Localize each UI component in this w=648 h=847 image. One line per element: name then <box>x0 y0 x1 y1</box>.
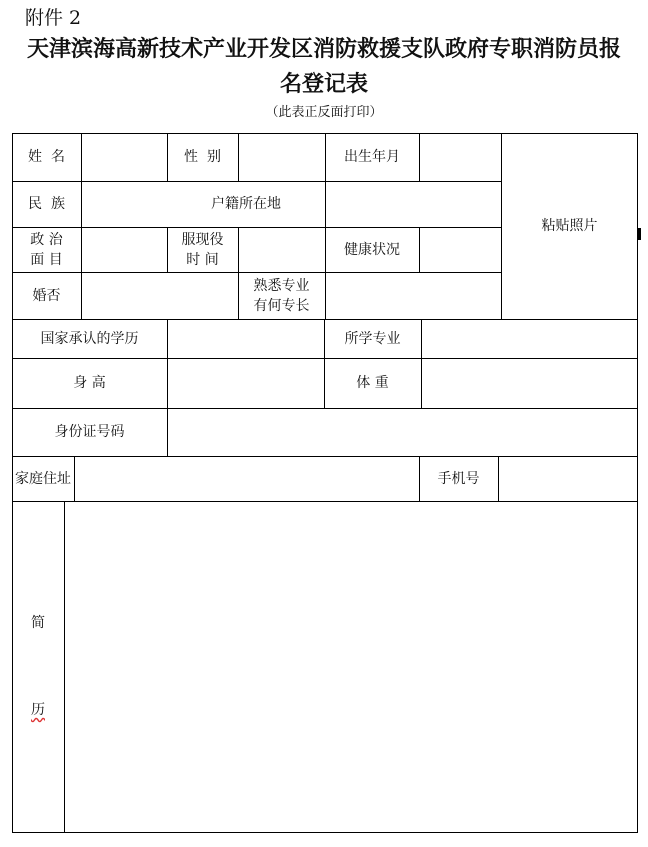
home-address-label: 家庭住址 <box>15 470 71 487</box>
resume-textarea[interactable] <box>65 502 637 832</box>
photo-area[interactable]: 粘贴照片 <box>541 218 598 234</box>
gender-label: 性 别 <box>184 149 221 165</box>
name-label: 姓 名 <box>28 149 65 165</box>
resume-label-char-1: 简 <box>31 615 45 631</box>
marital-status-input[interactable] <box>82 273 238 319</box>
form-title-line-1: 天津滨海高新技术产业开发区消防救援支队政府专职消防员报 <box>26 36 621 62</box>
gender-input[interactable] <box>239 134 325 181</box>
phone-input[interactable] <box>499 457 638 501</box>
education-label: 国家承认的学历 <box>40 330 139 347</box>
major-label: 所学专业 <box>344 330 401 347</box>
print-instruction: （此表正反面打印） <box>265 105 383 120</box>
political-status-label: 政 治 面 目 <box>30 231 63 268</box>
weight-input[interactable] <box>422 359 638 408</box>
household-input[interactable] <box>326 182 501 227</box>
health-input[interactable] <box>420 228 501 272</box>
education-input[interactable] <box>168 320 324 358</box>
household-label: 户籍所在地 <box>211 196 281 212</box>
major-input[interactable] <box>422 320 638 358</box>
military-service-label: 服现役 时 间 <box>181 231 224 268</box>
home-address-input[interactable] <box>75 457 419 501</box>
specialty-label: 熟悉专业 有何专长 <box>253 277 310 314</box>
weight-label: 体 重 <box>356 375 389 391</box>
id-number-label: 身份证号码 <box>54 424 125 440</box>
phone-label: 手机号 <box>437 470 480 487</box>
resume-label-char-2: 历 <box>31 702 45 718</box>
height-input[interactable] <box>168 359 324 408</box>
health-label: 健康状况 <box>344 241 400 258</box>
ethnicity-input[interactable] <box>82 182 167 227</box>
marital-status-label: 婚否 <box>32 287 61 304</box>
form-title-line-2: 名登记表 <box>279 71 368 97</box>
margin-mark <box>638 228 641 240</box>
birth-date-input[interactable] <box>420 134 501 181</box>
specialty-input[interactable] <box>326 273 501 319</box>
birth-date-label: 出生年月 <box>344 149 400 165</box>
military-service-input[interactable] <box>239 228 325 272</box>
political-status-input[interactable] <box>82 228 167 272</box>
id-number-input[interactable] <box>168 409 638 456</box>
attachment-label: 附件 2 <box>25 7 82 29</box>
height-label: 身 高 <box>73 375 106 391</box>
ethnicity-label: 民 族 <box>28 196 65 212</box>
name-input[interactable] <box>82 134 167 181</box>
